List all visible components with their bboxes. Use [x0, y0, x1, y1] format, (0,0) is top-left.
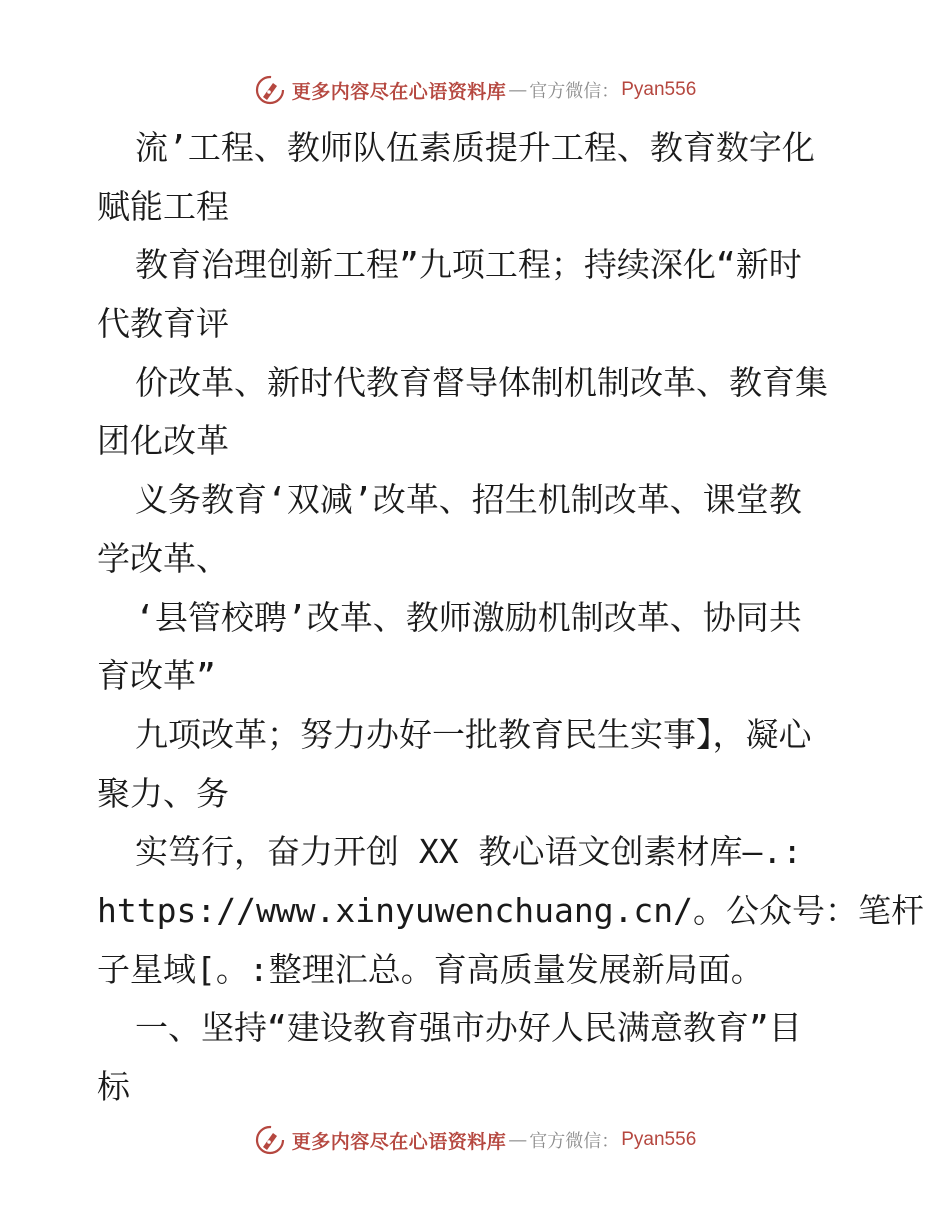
body-line-url: https://www.xinyuwenchuang.cn/。公众号：笔杆: [97, 890, 925, 930]
watermark-wechat-label: 官方微信：: [529, 81, 620, 102]
body-line: 教育治理创新工程”九项工程；持续深化“新时: [135, 245, 802, 285]
footer-watermark: [0, 1120, 950, 1160]
body-line: 实笃行，奋力开创 XX 教心语文创素材库—.:: [135, 832, 803, 872]
section-heading-line: 一、坚持“建设教育强市办好人民满意教育”目: [135, 1008, 802, 1048]
watermark-dash: —: [508, 79, 528, 101]
body-line: 代教育评: [97, 304, 229, 344]
body-line: 流’工程、教师队伍素质提升工程、教育数字化: [135, 128, 815, 167]
body-line: 九项改革；努力办好一批教育民生实事】，凝心: [135, 714, 812, 754]
watermark-brand-text: 更多内容尽在心语资料库: [291, 1130, 507, 1153]
header-watermark: [0, 70, 950, 110]
watermark-brand-text: 更多内容尽在心语资料库: [291, 80, 507, 103]
document-body: [97, 119, 925, 1117]
body-line: 子星域[。:整理汇总。育高质量发展新局面。: [97, 949, 764, 989]
body-line: 义务教育‘双减’改革、招生机制改革、课堂教: [135, 480, 802, 520]
body-line: 团化改革: [97, 421, 229, 461]
body-line: 聚力、务: [97, 773, 229, 813]
body-line: 价改革、新时代教育督导体制机制改革、教育集: [135, 362, 828, 402]
body-line: 学改革、: [97, 538, 229, 578]
pen-nib-logo-icon: [254, 1124, 286, 1156]
pen-nib-logo-icon: [254, 74, 286, 106]
watermark-dash: —: [508, 1129, 528, 1151]
body-line: 育改革”: [97, 656, 216, 696]
watermark-wechat-label: 官方微信：: [529, 1131, 620, 1152]
watermark-wechat-id: Pyan556: [621, 79, 697, 100]
watermark-wechat-id: Pyan556: [621, 1129, 697, 1150]
body-line: 标: [97, 1067, 130, 1106]
body-line: 赋能工程: [97, 186, 229, 226]
body-line: ‘县管校聘’改革、教师激励机制改革、协同共: [135, 597, 802, 637]
